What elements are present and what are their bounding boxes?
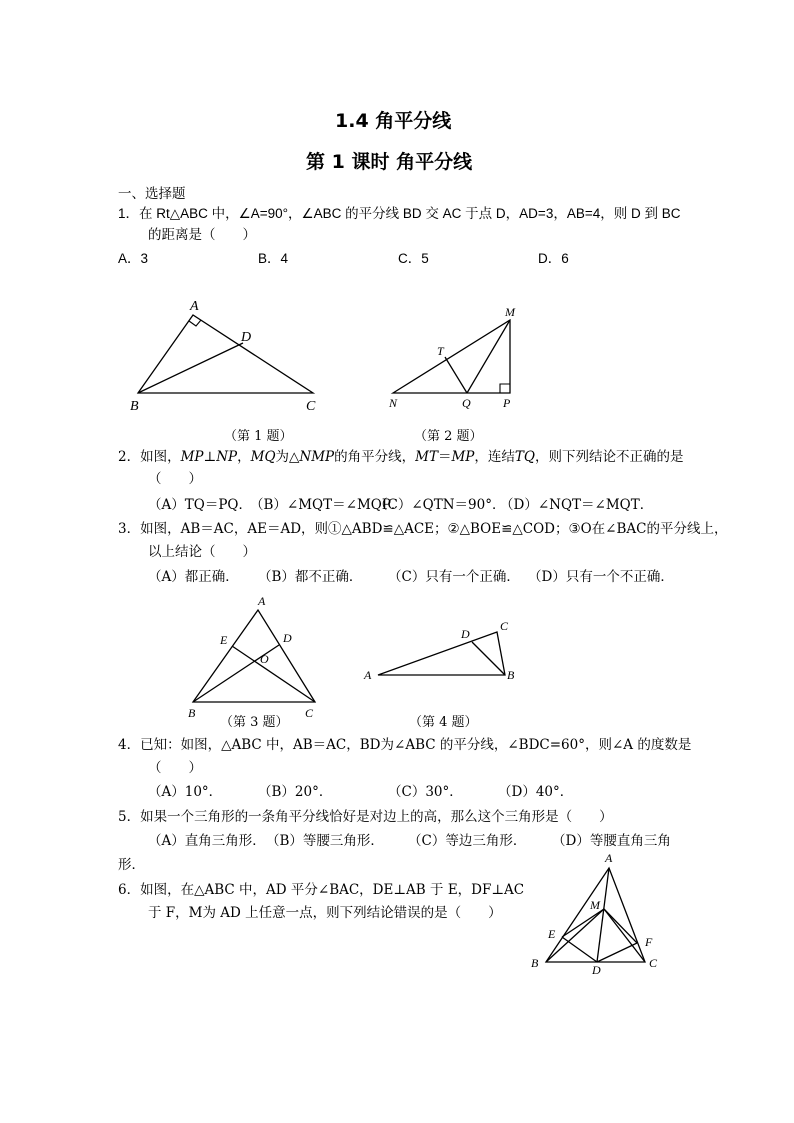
question-6-line-2: 于 F，M为 AD 上任意一点，则下列结论错误的是（ ） xyxy=(148,905,502,921)
q2-mp-2: MP xyxy=(451,449,475,465)
question-1-option-d: D．6 xyxy=(538,251,569,266)
question-4-line-1: 4．已知：如图，△ABC 中，AB＝AC，BD为∠ABC 的平分线，∠BDC=60°，则∠A 的度数是 xyxy=(118,737,692,753)
fig6-label-m: M xyxy=(590,898,600,912)
question-3-option-b: （B）都不正确． xyxy=(258,569,363,585)
question-4-option-c: （C）30°． xyxy=(388,784,463,800)
question-1-option-a: A．3 xyxy=(118,251,149,266)
fig1-label-b: B xyxy=(130,399,139,414)
fig6-label-d: D xyxy=(592,963,601,977)
figure-1-caption: （第 1 题） xyxy=(224,429,293,444)
fig6-label-a: A xyxy=(605,851,613,865)
question-5-line-1: 5．如果一个三角形的一条角平分线恰好是对边上的高，那么这个三角形是（ ） xyxy=(118,809,613,825)
question-2-option-a: （A）TQ＝PQ． xyxy=(148,497,252,513)
fig3-label-c: C xyxy=(305,706,314,720)
question-5-option-c: （C）等边三角形． xyxy=(408,833,527,849)
fig2-label-t: T xyxy=(437,344,444,358)
q2-text-1: 为△ xyxy=(275,449,300,465)
question-4-line-2: （ ） xyxy=(148,760,202,776)
q2-mq: MQ xyxy=(250,449,276,465)
q2-text-2: 的角平分线， xyxy=(334,449,416,465)
q2-perp: ⊥ xyxy=(203,449,217,465)
question-4-option-d: （D）40°． xyxy=(498,784,574,800)
question-2-line-2: （ ） xyxy=(148,471,202,487)
fig4-label-c: C xyxy=(500,619,509,633)
q2-equals: ＝ xyxy=(437,449,452,465)
fig4-label-b: B xyxy=(507,668,515,682)
question-1-option-c: C．5 xyxy=(398,251,429,266)
question-5-line-tail: 形． xyxy=(118,857,145,873)
question-5-option-d: （D）等腰直角三角 xyxy=(552,833,671,849)
question-4-option-b: （B）20°． xyxy=(258,784,333,800)
fig1-label-d: D xyxy=(241,330,252,345)
fig6-label-f: F xyxy=(645,935,653,949)
fig2-label-m: M xyxy=(505,305,515,319)
question-3-line-2: 以上结论（ ） xyxy=(148,544,256,560)
question-1-option-b: B．4 xyxy=(258,251,289,266)
question-2-option-b: （B）∠MQT＝∠MQP． xyxy=(250,497,405,513)
fig6-label-b: B xyxy=(531,956,539,970)
figure-4-caption: （第 4 题） xyxy=(409,715,478,730)
fig6-label-e: E xyxy=(548,927,556,941)
question-3-option-a: （A）都正确． xyxy=(148,569,239,585)
fig4-label-d: D xyxy=(461,627,470,641)
question-5-option-b: （B）等腰三角形． xyxy=(266,833,384,849)
section-heading: 一、选择题 xyxy=(118,186,186,202)
fig3-label-b: B xyxy=(188,706,196,720)
fig2-label-n: N xyxy=(389,396,398,410)
fig1-label-c: C xyxy=(306,399,316,414)
q2-prefix: 2．如图， xyxy=(118,449,181,465)
q2-tq: TQ xyxy=(514,449,535,465)
question-1-line-1: 1．在 Rt△ABC 中，∠A=90°，∠ABC 的平分线 BD 交 AC 于点 D，AD=3，AB=4，则 D 到 BC xyxy=(118,206,681,221)
fig2-label-p: P xyxy=(503,396,511,410)
question-2-option-c: （C）∠QTN＝90°． xyxy=(374,497,506,513)
question-1-line-2: 的距离是（ ） xyxy=(148,227,256,243)
question-3-line-1: 3．如图，AB＝AC，AE＝AD，则①△ABD≌△ACE；②△BOE≌△COD；③O在∠BAC的平分线上， xyxy=(118,521,728,537)
q2-np: NP xyxy=(216,449,238,465)
fig2-label-q: Q xyxy=(462,396,471,410)
fig3-label-o: O xyxy=(260,652,269,666)
q2-mt: MT xyxy=(415,449,438,465)
fig3-label-a: A xyxy=(258,594,266,608)
figure-3-caption: （第 3 题） xyxy=(220,715,289,730)
fig4-label-a: A xyxy=(364,668,372,682)
lesson-subtitle: 第 1 课时 角平分线 xyxy=(306,151,473,173)
question-5-option-a: （A）直角三角形． xyxy=(148,833,266,849)
q2-text-3: ，连结 xyxy=(474,449,515,465)
q2-mp: MP xyxy=(180,449,204,465)
question-2-option-d: （D）∠NQT＝∠MQT． xyxy=(500,497,654,513)
question-6-line-1: 6．如图，在△ABC 中，AD 平分∠BAC，DE⊥AB 于 E，DF⊥AC xyxy=(118,882,525,898)
question-3-option-c: （C）只有一个正确． xyxy=(388,569,520,585)
figure-2-caption: （第 2 题） xyxy=(414,429,483,444)
q2-text-4: ，则下列结论不正确的是 xyxy=(534,449,684,465)
question-3-option-d: （D）只有一个不正确． xyxy=(528,569,674,585)
fig6-label-c: C xyxy=(649,956,658,970)
fig3-label-e: E xyxy=(220,633,228,647)
q2-nmp: NMP xyxy=(299,449,335,465)
fig1-label-a: A xyxy=(190,299,199,314)
lesson-title: 1.4 角平分线 xyxy=(335,110,452,132)
q2-comma: ， xyxy=(237,449,251,465)
fig3-label-d: D xyxy=(283,631,292,645)
question-4-option-a: （A）10°． xyxy=(148,784,223,800)
